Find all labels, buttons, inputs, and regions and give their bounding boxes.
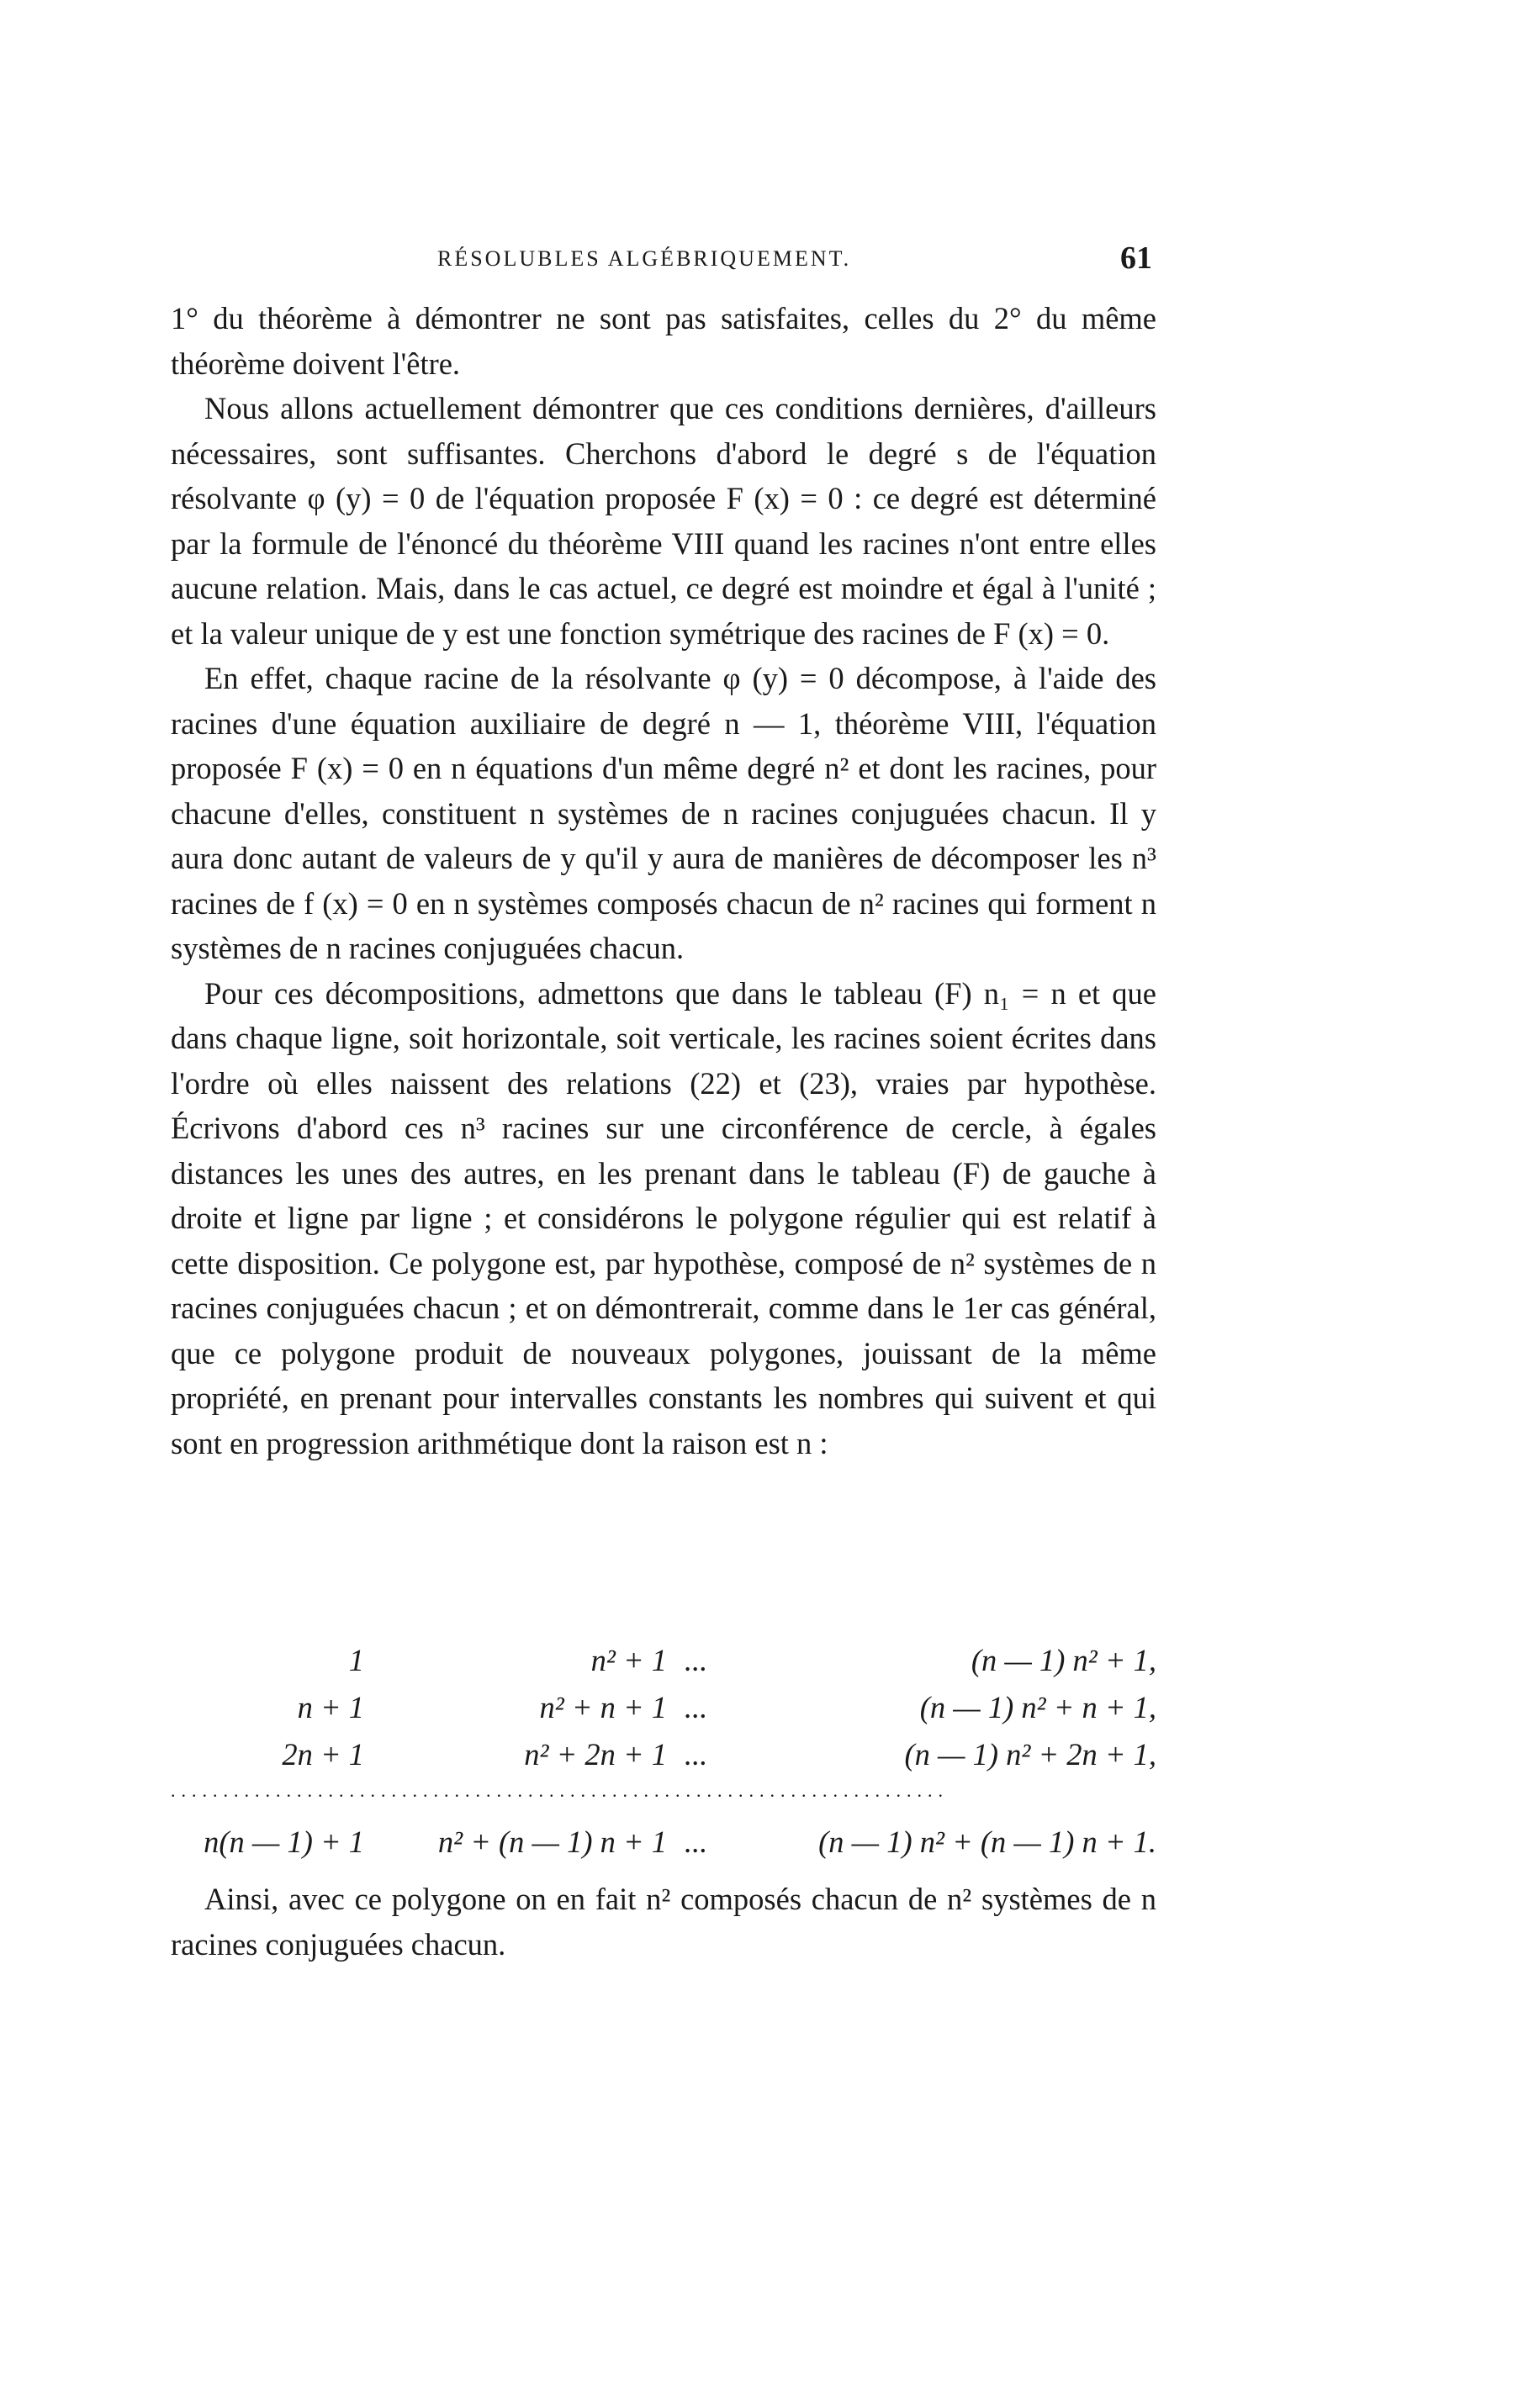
table-cell: n² + (n — 1) n + 1: [437, 1824, 667, 1859]
table-cell: n + 1: [297, 1689, 364, 1724]
running-head: [177, 240, 1152, 282]
dotted-separator-row: [171, 1777, 1156, 1804]
paragraph: Nous allons actuellement démontrer que ces conditions dernières, d'ailleurs nécessaires, sont suffisantes. Cherchons d'abord le degré s de l'équation résolvante φ (y) = 0 de l'équation proposée F (x) = 0 : ce degré est déterminé par la formule de l'énoncé du théorème VIII quand les racines n'ont entre elles aucune relation. Mais, dans le cas actuel, ce degré est moindre et égal à l'unité ; et la valeur unique de y est une fonction symétrique des racines de F (x) = 0.: [171, 391, 1156, 651]
table-cell: n(n — 1) + 1: [204, 1824, 364, 1859]
table-row: [171, 1730, 1156, 1777]
table-cell: ...: [684, 1736, 707, 1772]
dotted-separator: ..........................................................................: [171, 1780, 949, 1801]
table-cell: n² + n + 1: [539, 1689, 667, 1724]
table-cell: (n — 1) n² + (n — 1) n + 1.: [818, 1824, 1156, 1859]
table-cell: (n — 1) n² + 1,: [971, 1642, 1156, 1677]
paragraph: Ainsi, avec ce polygone on en fait n² composés chacun de n² systèmes de n racines conjuguées chacun.: [171, 1882, 1156, 1962]
table-cell: (n — 1) n² + 2n + 1,: [904, 1736, 1156, 1772]
table-row: [171, 1636, 1156, 1683]
page-number: 61: [1120, 240, 1152, 276]
running-title: RÉSOLUBLES ALGÉBRIQUEMENT.: [437, 246, 852, 271]
table-cell: n² + 1: [590, 1642, 667, 1677]
closing-text: [171, 1877, 1156, 1967]
table-cell: 2n + 1: [282, 1736, 364, 1772]
table-row: [171, 1804, 1156, 1860]
progression-table: [171, 1636, 1156, 1860]
table-cell: ...: [684, 1689, 707, 1724]
paragraph: En effet, chaque racine de la résolvante φ (y) = 0 décompose, à l'aide des racines d'une équation auxiliaire de degré n — 1, théorème VIII, l'équation proposée F (x) = 0 en n équations d'un même degré n² et dont les racines, pour chacune d'elles, constituent n systèmes de n racines conjuguées chacun. Il y aura donc autant de valeurs de y qu'il y aura de manières de décomposer les n³ racines de f (x) = 0 en n systèmes composés chacun de n² racines qui forment n systèmes de n racines conjuguées chacun.: [171, 661, 1156, 965]
table-cell: 1: [348, 1642, 364, 1677]
table-cell: ...: [684, 1824, 707, 1859]
table-cell: (n — 1) n² + n + 1,: [919, 1689, 1156, 1724]
paragraph: 1° du théorème à démontrer ne sont pas satisfaites, celles du 2° du même théorème doivent l'être.: [171, 301, 1156, 381]
table-cell: ...: [684, 1642, 707, 1677]
body-text: [171, 296, 1156, 1465]
table-cell: n² + 2n + 1: [524, 1736, 667, 1772]
table-row: [171, 1683, 1156, 1730]
paragraph: Pour ces décompositions, admettons que dans le tableau (F) n₁ = n et que dans chaque ligne, soit horizontale, soit verticale, les racines soient écrites dans l'ordre où elles naissent des relations (22) et (23), vraies par hypothèse. Écrivons d'abord ces n³ racines sur une circonférence de cercle, à égales distances les unes des autres, en les prenant dans le tableau (F) de gauche à droite et ligne par ligne ; et considérons le polygone régulier qui est relatif à cette disposition. Ce polygone est, par hypothèse, composé de n² systèmes de n racines conjuguées chacun ; et on démontrerait, comme dans le 1er cas général, que ce polygone produit de nouveaux polygones, jouissant de la même propriété, en prenant pour intervalles constants les nombres qui suivent et qui sont en progression arithmétique dont la raison est n :: [171, 975, 1156, 1460]
